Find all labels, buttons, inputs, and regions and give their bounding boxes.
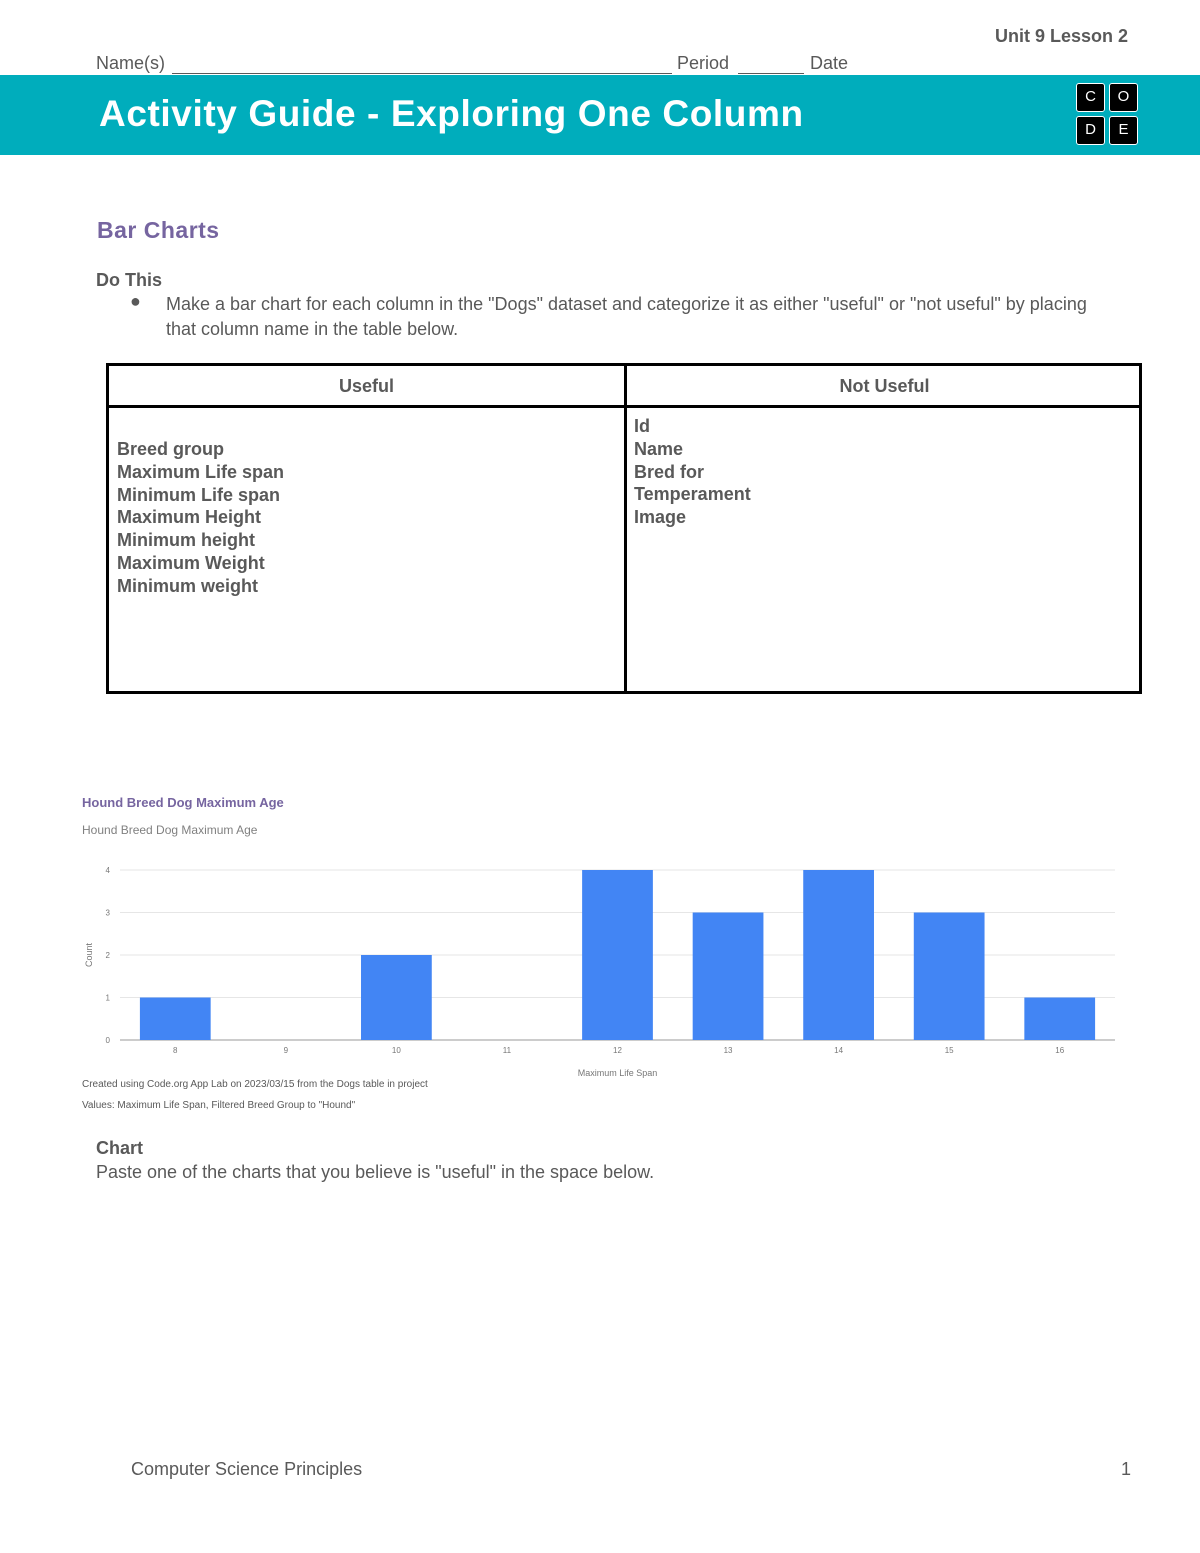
categorization-table [106, 363, 1142, 694]
not-useful-column-item: Bred for [634, 461, 705, 482]
logo-tile-e: E [1109, 116, 1138, 145]
y-tick-label: 2 [105, 951, 110, 960]
x-tick-label: 9 [283, 1046, 289, 1055]
useful-header: Useful [338, 376, 394, 396]
logo-tile-c: C [1076, 83, 1105, 112]
not-useful-column-item: Temperament [634, 484, 751, 505]
not-useful-column-item: Image [634, 507, 687, 528]
y-tick-label: 0 [105, 1036, 110, 1045]
useful-column-item: Minimum weight [117, 575, 258, 596]
x-tick-label: 16 [1055, 1046, 1065, 1055]
title-banner [0, 75, 1200, 155]
y-tick-label: 3 [105, 908, 110, 918]
name-underline [172, 73, 672, 74]
unit-lesson-label: Unit 9 Lesson 2 [994, 26, 1128, 46]
x-tick-label: 10 [391, 1046, 401, 1055]
chart-note-values: Values: Maximum Life Span, Filtered Breed Group to "Hound" [82, 1100, 356, 1111]
useful-column-item: Minimum Life span [117, 484, 281, 505]
table-column-divider [624, 366, 627, 691]
instruction-text: Make a bar chart for each column in the "Dogs" dataset and categorize it as either "useful" or "not useful" by placing that column name in the table below. [166, 294, 1087, 339]
bar-8 [140, 998, 211, 1041]
logo-tile-o: O [1109, 83, 1138, 112]
y-tick-label: 1 [105, 993, 110, 1003]
y-axis-label: Count [84, 942, 94, 968]
x-tick-label: 13 [723, 1046, 733, 1055]
bar-16 [1024, 998, 1095, 1041]
x-tick-label: 8 [173, 1046, 178, 1055]
bar-12 [582, 870, 653, 1040]
page-title: Activity Guide - Exploring One Column [99, 93, 804, 134]
bar-chart [80, 860, 1120, 1082]
useful-column-item: Maximum Weight [117, 552, 265, 573]
x-tick-label: 12 [613, 1046, 622, 1055]
useful-column-item: Maximum Height [117, 507, 262, 528]
bar-15 [914, 913, 985, 1041]
section-title: Bar Charts [97, 217, 220, 243]
useful-column-item: Maximum Life span [117, 461, 285, 482]
not-useful-column-item: Name [634, 438, 684, 459]
date-label: Date [810, 53, 849, 73]
do-this-label: Do This [96, 270, 162, 290]
footer-course: Computer Science Principles [131, 1459, 363, 1479]
name-period-date-line [96, 53, 856, 75]
footer-page-number: 1 [1121, 1459, 1132, 1479]
not-useful-list [634, 415, 751, 529]
y-tick-label: 4 [105, 866, 110, 875]
chart-title: Hound Breed Dog Maximum Age [82, 795, 284, 810]
period-underline [738, 73, 804, 74]
chart-section-heading: Chart [96, 1138, 144, 1158]
not-useful-column-item: Id [634, 416, 650, 436]
chart-note-created: Created using Code.org App Lab on 2023/03/15 from the Dogs table in project [82, 1079, 428, 1090]
table-header-divider [109, 405, 1139, 408]
x-tick-label: 11 [502, 1046, 512, 1055]
x-axis-label: Maximum Life Span [577, 1068, 658, 1078]
logo-tile-d: D [1076, 116, 1105, 145]
useful-list [117, 438, 284, 598]
useful-column-item: Breed group [117, 439, 225, 459]
name-label: Name(s) [96, 53, 166, 73]
x-tick-label: 14 [834, 1046, 844, 1055]
bar-10 [361, 955, 432, 1040]
chart-subtitle: Hound Breed Dog Maximum Age [82, 823, 258, 837]
period-label: Period [677, 53, 730, 73]
not-useful-header: Not Useful [839, 376, 930, 396]
bar-13 [693, 913, 764, 1041]
bar-14 [803, 870, 874, 1040]
chart-section-instruction: Paste one of the charts that you believe is "useful" in the space below. [96, 1162, 655, 1182]
x-tick-label: 15 [944, 1046, 954, 1055]
code-org-logo [1076, 83, 1140, 147]
useful-column-item: Minimum height [117, 530, 255, 551]
bullet-icon: ● [130, 291, 141, 311]
